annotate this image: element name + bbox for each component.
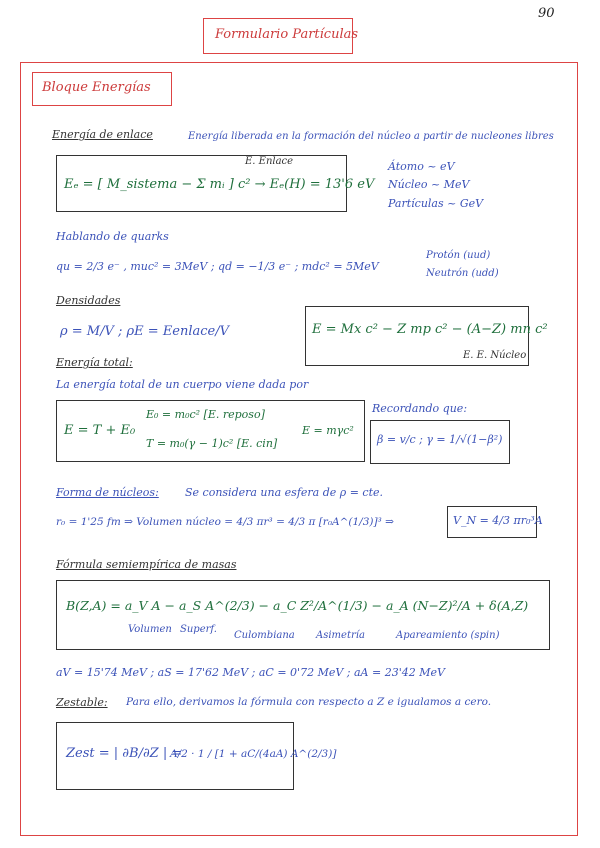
binding-tag: E. Enlace (245, 156, 294, 167)
scale-nucleus: Núcleo ~ MeV (388, 178, 470, 191)
shape-heading: Forma de núcleos: (56, 486, 159, 499)
scale-atom: Átomo ~ eV (388, 160, 455, 173)
semf-heading: Fórmula semiempírica de masas (56, 558, 237, 571)
stability-rhs: A/2 · 1 / [1 + aC/(4aA) A^(2/3)] (170, 748, 337, 760)
total-energy-heading: Energía total: (56, 356, 133, 369)
quarks-heading: Hablando de quarks (56, 230, 169, 243)
binding-formula: Eₑ = [ M_sistema − Σ mᵢ ] c² → Eₑ(H) = 13'6 eV (64, 177, 375, 192)
quarks-neutron: Neutrón (udd) (426, 268, 499, 279)
shape-text: Se considera una esfera de ρ = cte. (185, 486, 384, 499)
stability-heading: Zestable: (56, 696, 108, 709)
quarks-proton: Protón (uud) (426, 250, 491, 261)
binding-heading: Energía de enlace (52, 128, 153, 141)
total-energy-rhs: E = mγc² (302, 424, 354, 437)
page-number: 90 (538, 6, 555, 21)
total-energy-line1: E₀ = m₀c² [E. reposo] (146, 408, 265, 421)
binding-text: Energía liberada en la formación del núcleo a partir de nucleones libres (188, 131, 554, 142)
densities-formula: ρ = M/V ; ρE = Eenlace/V (60, 324, 230, 339)
semf-label-surface: Superf. (180, 624, 217, 635)
shape-formula: r₀ = 1'25 fm ⇒ Volumen núcleo = 4/3 πr³ = 4/3 π [r₀A^(1/3)]³ ⇒ (56, 516, 394, 528)
shape-result: V_N = 4/3 πr₀³A (453, 514, 543, 527)
scale-particles: Partículas ~ GeV (388, 197, 484, 210)
recall-formula: β = v/c ; γ = 1/√(1−β²) (377, 433, 503, 446)
semf-label-volume: Volumen (128, 624, 172, 635)
total-energy-lhs: E = T + E₀ (64, 423, 136, 438)
total-energy-line2: T = m₀(γ − 1)c² [E. cin] (146, 437, 278, 450)
total-energy-text: La energía total de un cuerpo viene dada por (56, 378, 309, 391)
semf-label-asymmetry: Asimetría (316, 630, 365, 641)
densities-heading: Densidades (56, 294, 121, 307)
stability-lhs: Zest = | ∂B/∂Z | = (66, 746, 183, 761)
semf-formula: B(Z,A) = a_V A − a_S A^(2/3) − a_C Z²/A^(1/3) − a_A (N−Z)²/A + δ(A,Z) (66, 598, 529, 613)
page-title: Formulario Partículas (215, 27, 359, 42)
nuclear-energy-tag: E. E. Núcleo (463, 350, 527, 361)
block-title: Bloque Energías (42, 80, 151, 95)
stability-text: Para ello, derivamos la fórmula con respecto a Z e igualamos a cero. (126, 696, 492, 708)
semf-label-coulomb: Culombiana (234, 630, 295, 641)
recall-label: Recordando que: (372, 402, 468, 415)
semf-constants: aV = 15'74 MeV ; aS = 17'62 MeV ; aC = 0'72 MeV ; aA = 23'42 MeV (56, 666, 445, 679)
nuclear-energy-formula: E = Mx c² − Z mp c² − (A−Z) mn c² (312, 322, 548, 337)
semf-label-pairing: Apareamiento (spin) (396, 630, 500, 641)
quarks-formula: qu = 2/3 e⁻ , muc² = 3MeV ; qd = −1/3 e⁻ ; mdc² = 5MeV (56, 260, 379, 273)
